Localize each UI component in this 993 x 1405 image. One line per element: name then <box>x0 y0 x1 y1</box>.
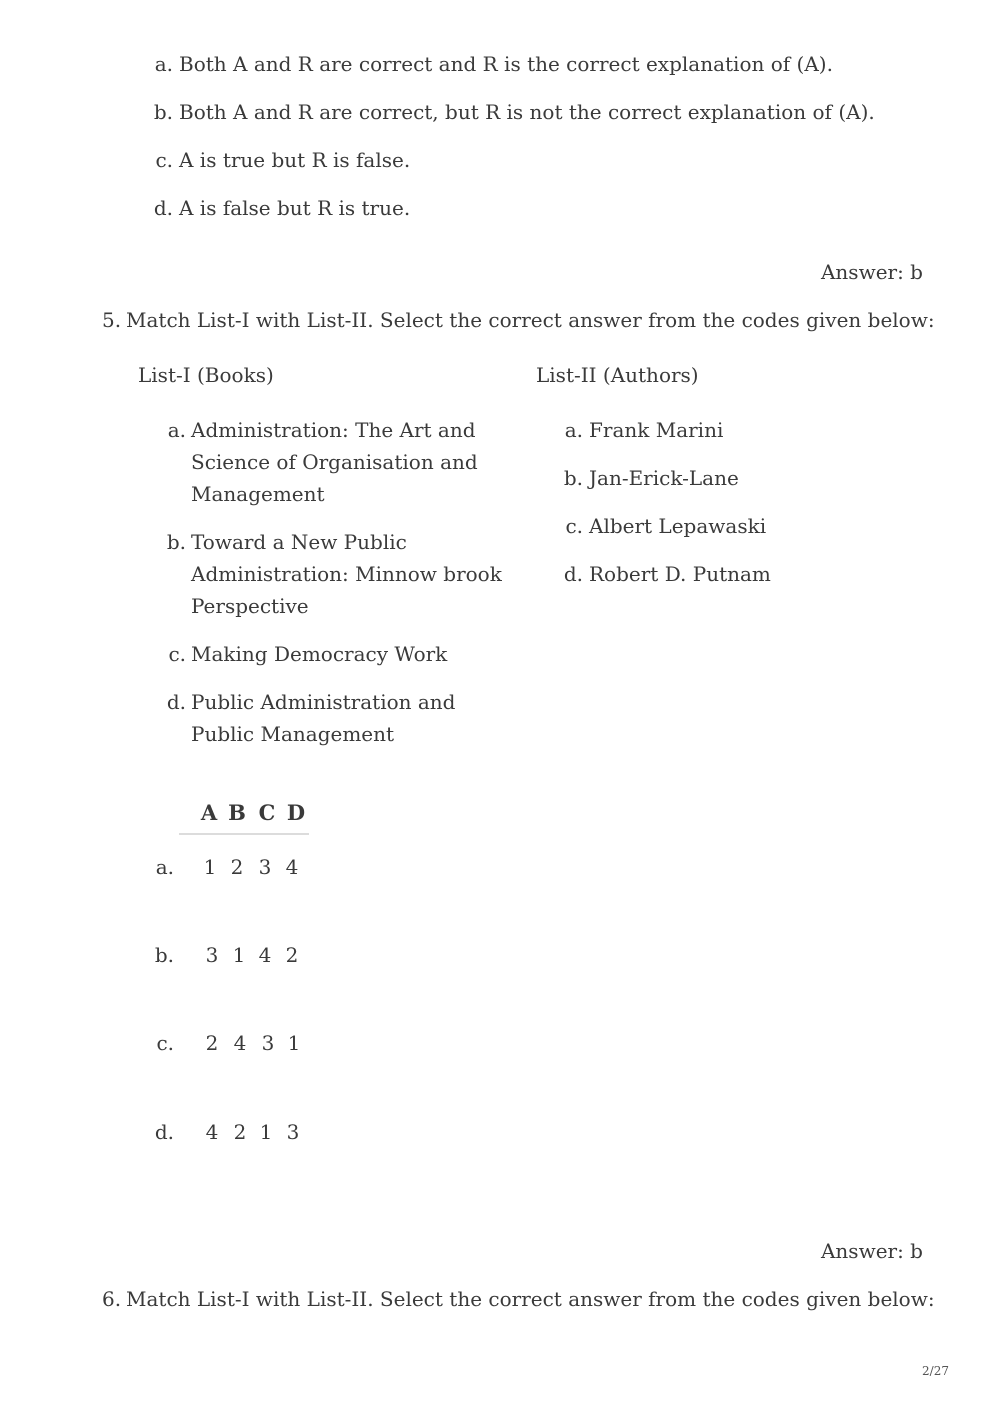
list2-item-text: Robert D. Putnam <box>589 562 771 586</box>
question-number: 5. <box>102 308 122 332</box>
option-text: Both A and R are correct and R is the correct explanation of (A). <box>179 52 833 76</box>
question-text: Match List-I with List-II. Select the correct answer from the codes given below: <box>126 1287 935 1311</box>
list1-item-text: Administration: The Art and Science of Organisation and Management <box>191 418 478 506</box>
list2-item-label: a. <box>564 418 583 442</box>
codes-header-cell: B <box>228 800 246 825</box>
option-label: d. <box>153 196 173 220</box>
option-label: b. <box>153 100 173 124</box>
codes-row-label: d. <box>154 1120 174 1144</box>
option-label: a. <box>154 52 173 76</box>
list2-item-text: Frank Marini <box>589 418 724 442</box>
codes-row-label: c. <box>156 1031 174 1055</box>
codes-cell: 4 <box>258 943 272 967</box>
option-text: A is false but R is true. <box>179 196 411 220</box>
list2-heading: List-II (Authors) <box>536 363 699 387</box>
q5-answer: Answer: b <box>820 1239 923 1263</box>
codes-row-label: a. <box>155 855 174 879</box>
codes-cell: 4 <box>233 1031 247 1055</box>
codes-header-cell: C <box>258 800 276 825</box>
codes-cell: 1 <box>232 943 246 967</box>
list2-item-label: c. <box>565 514 583 538</box>
codes-table-header <box>179 800 309 835</box>
codes-cell: 1 <box>259 1120 273 1144</box>
list1-heading: List-I (Books) <box>138 363 274 387</box>
codes-cell: 1 <box>287 1031 301 1055</box>
codes-cell: 2 <box>233 1120 247 1144</box>
list2-item-text: Albert Lepawaski <box>589 514 767 538</box>
codes-cell: 2 <box>205 1031 219 1055</box>
codes-header-cell: D <box>286 800 306 825</box>
option-text: A is true but R is false. <box>179 148 411 172</box>
page-number: 2/27 <box>922 1364 949 1378</box>
list1-item-text: Making Democracy Work <box>191 642 448 666</box>
codes-cell: 3 <box>286 1120 300 1144</box>
codes-cell: 4 <box>285 855 299 879</box>
list1-item-label: c. <box>168 642 186 666</box>
codes-row-label: b. <box>154 943 174 967</box>
list1-item-label: b. <box>166 530 186 554</box>
codes-cell: 1 <box>203 855 217 879</box>
list1-item-text: Toward a New Public Administration: Minnow brook Perspective <box>191 530 502 618</box>
list2-item-label: d. <box>563 562 583 586</box>
option-text: Both A and R are correct, but R is not the correct explanation of (A). <box>179 100 875 124</box>
codes-header-cell: A <box>200 800 218 825</box>
question-number: 6. <box>102 1287 122 1311</box>
codes-cell: 3 <box>258 855 272 879</box>
codes-cell: 3 <box>205 943 219 967</box>
option-label: c. <box>155 148 173 172</box>
codes-cell: 4 <box>205 1120 219 1144</box>
codes-cell: 3 <box>261 1031 275 1055</box>
prev-answer: Answer: b <box>820 260 923 284</box>
list2-item-text: Jan-Erick-Lane <box>589 466 739 490</box>
codes-cell: 2 <box>230 855 244 879</box>
codes-cell: 2 <box>285 943 299 967</box>
list1-item-label: d. <box>166 690 186 714</box>
question-text: Match List-I with List-II. Select the correct answer from the codes given below: <box>126 308 935 332</box>
list1-item-text: Public Administration and Public Management <box>191 690 456 746</box>
list1-item-label: a. <box>167 418 186 442</box>
list2-item-label: b. <box>563 466 583 490</box>
